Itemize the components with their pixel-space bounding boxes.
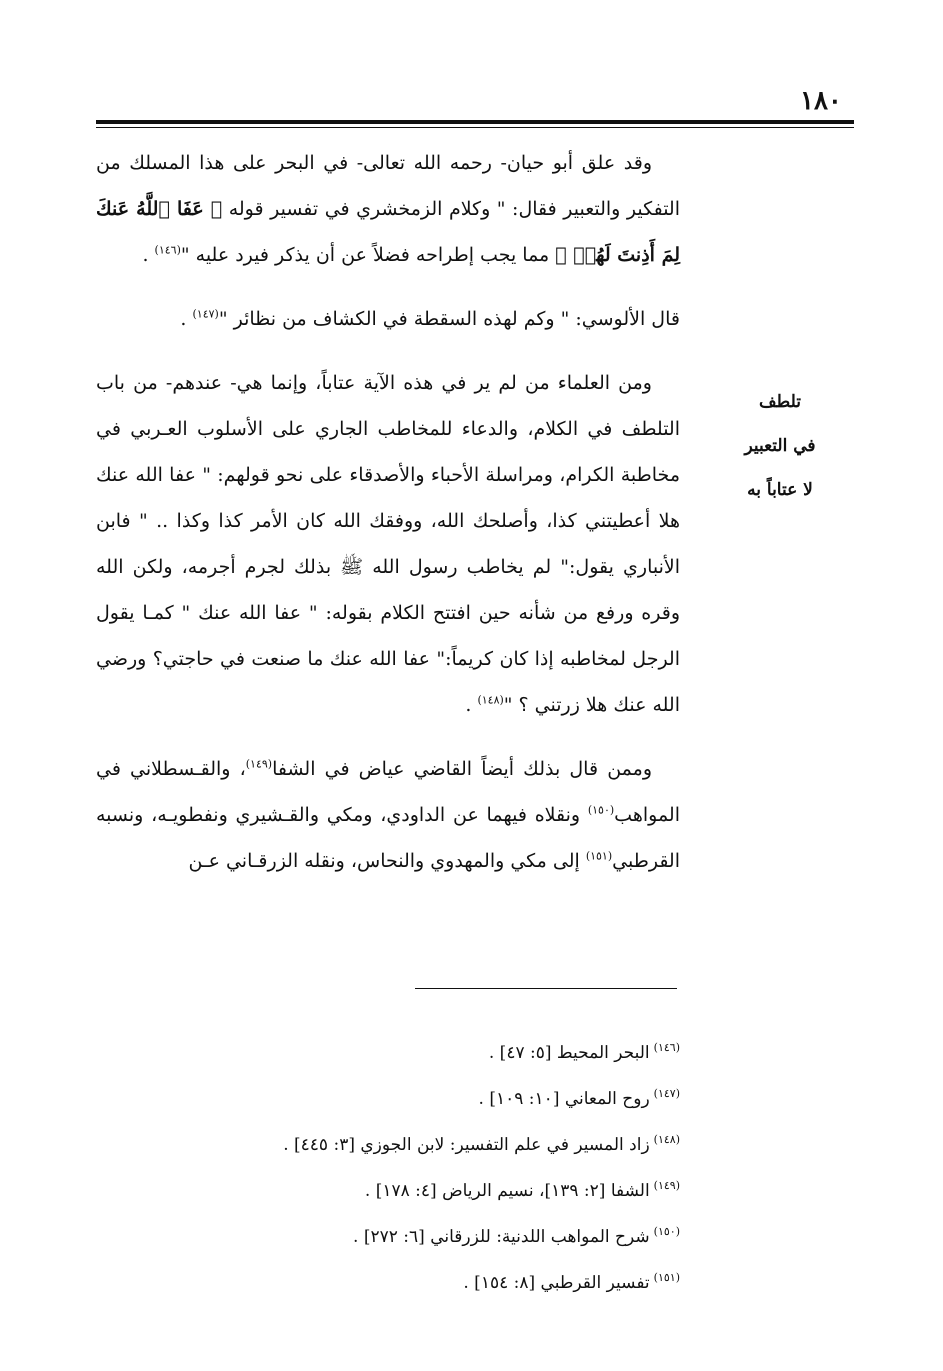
paragraph <box>96 746 680 884</box>
body-text <box>96 140 680 902</box>
footnote-number: (١٤٩) <box>653 1179 680 1193</box>
paragraph-text: ، والقـسطلاني في المواهب <box>96 758 680 826</box>
paragraph-text: وممن قال بذلك أيضاً القاضي عياض في الشفا <box>272 758 652 780</box>
footnote-text: زاد المسير في علم التفسير: لابن الجوزي [٣: ٤٤٥] . <box>283 1135 650 1155</box>
paragraph <box>96 296 680 342</box>
footnote <box>150 1214 680 1260</box>
footnote-number: (١٥٠) <box>653 1225 680 1239</box>
footnote-number: (١٤٦) <box>653 1041 680 1055</box>
quran-verse: ﴿ عَفَا ٱللَّهُ عَنكَ لِمَ أَذِنتَ لَهُمۡ ﴾ <box>96 198 680 266</box>
paragraph <box>96 140 680 278</box>
footnote <box>150 1260 680 1306</box>
margin-note-line: تلطف <box>759 392 801 412</box>
footnote-text: البحر المحيط [٥: ٤٧] . <box>488 1043 650 1063</box>
footnote-reference: (١٤٧) <box>192 307 219 321</box>
paragraph-text: ومن العلماء من لم ير في هذه الآية عتاباً، وإنما هي- عندهم- من باب التلطف في الكلام، والدعاء للمخاطب الجاري على الأسلوب العـربي في مخاطبة الكرام، ومراسلة الأحباء والأصدقاء على نحو قولهم: " عفا الله عنك هلا أعطيتني كذا، وأصلحك الله، ووفقك الله كان الأمر كذا وكذا .. " فابن الأنباري يقول:" لم يخاطب رسول الله ﷺ بذلك لجرم أجرمه، ولكن الله وقره ورفع من شأنه حين افتتح الكلام بقوله: " عفا الله عنك " كمـا يقول الرجل لمخاطبه إذا كان كريماً:" عفا الله عنك ما صنعت في حاجتي؟ ورضي الله عنك هلا زرتني ؟ " <box>96 372 680 716</box>
footnotes <box>150 1030 680 1306</box>
paragraph-text: قال الألوسي: " وكم لهذه السقطة في الكشاف من نظائر " <box>218 308 680 330</box>
footnote-number: (١٤٨) <box>653 1133 680 1147</box>
margin-note <box>730 380 830 512</box>
footnote-text: تفسير القرطبي [٨: ١٥٤] . <box>463 1273 650 1293</box>
paragraph-text: . <box>142 244 155 266</box>
paragraph <box>96 360 680 728</box>
footnote-text: روح المعاني [١٠: ١٠٩] . <box>478 1089 650 1109</box>
footnote-text: شرح المواهب اللدنية: للزرقاني [٦: ٢٧٢] . <box>353 1227 650 1247</box>
footnote-reference: (١٤٨) <box>477 693 504 707</box>
footnote-reference: (١٥٠) <box>587 803 615 817</box>
paragraph-text: مما يجب إطراحه فضلاً عن أن يذكر فيرد عليه " <box>180 244 556 266</box>
footnote <box>150 1168 680 1214</box>
footnote <box>150 1122 680 1168</box>
paragraph-text: . <box>465 694 478 716</box>
footnote-reference: (١٤٦) <box>154 243 181 257</box>
paragraph-text: ونقلاه فيهما عن الداودي، ومكي والقـشيري ونفطويـه، ونسبه القرطبي <box>96 804 680 872</box>
footnote-text: الشفا [٢: ١٣٩]، نسيم الرياض [٤: ١٧٨] . <box>364 1181 650 1201</box>
footnote-number: (١٤٧) <box>653 1087 680 1101</box>
margin-note-line: لا عتاباً به <box>747 480 813 500</box>
footnote-separator <box>415 988 677 989</box>
header-rule-thin <box>96 127 854 128</box>
footnote-number: (١٥١) <box>653 1271 680 1285</box>
page-number: ١٨٠ <box>800 86 842 116</box>
footnote <box>150 1076 680 1122</box>
margin-note-line: في التعبير <box>744 436 816 456</box>
footnote-reference: (١٤٩) <box>245 757 273 771</box>
paragraph-text: إلى مكي والمهدوي والنحاس، ونقله الزرقـاني عـن <box>188 850 586 872</box>
footnote <box>150 1030 680 1076</box>
paragraph-text: . <box>180 308 193 330</box>
footnote-reference: (١٥١) <box>585 849 613 863</box>
header-rule-thick <box>96 120 854 124</box>
paragraph-text: وقد علق أبو حيان- رحمه الله تعالى- في البحر على هذا المسلك من التفكير والتعبير فقال: " وكلام الزمخشري في تفسير قوله <box>96 152 680 220</box>
